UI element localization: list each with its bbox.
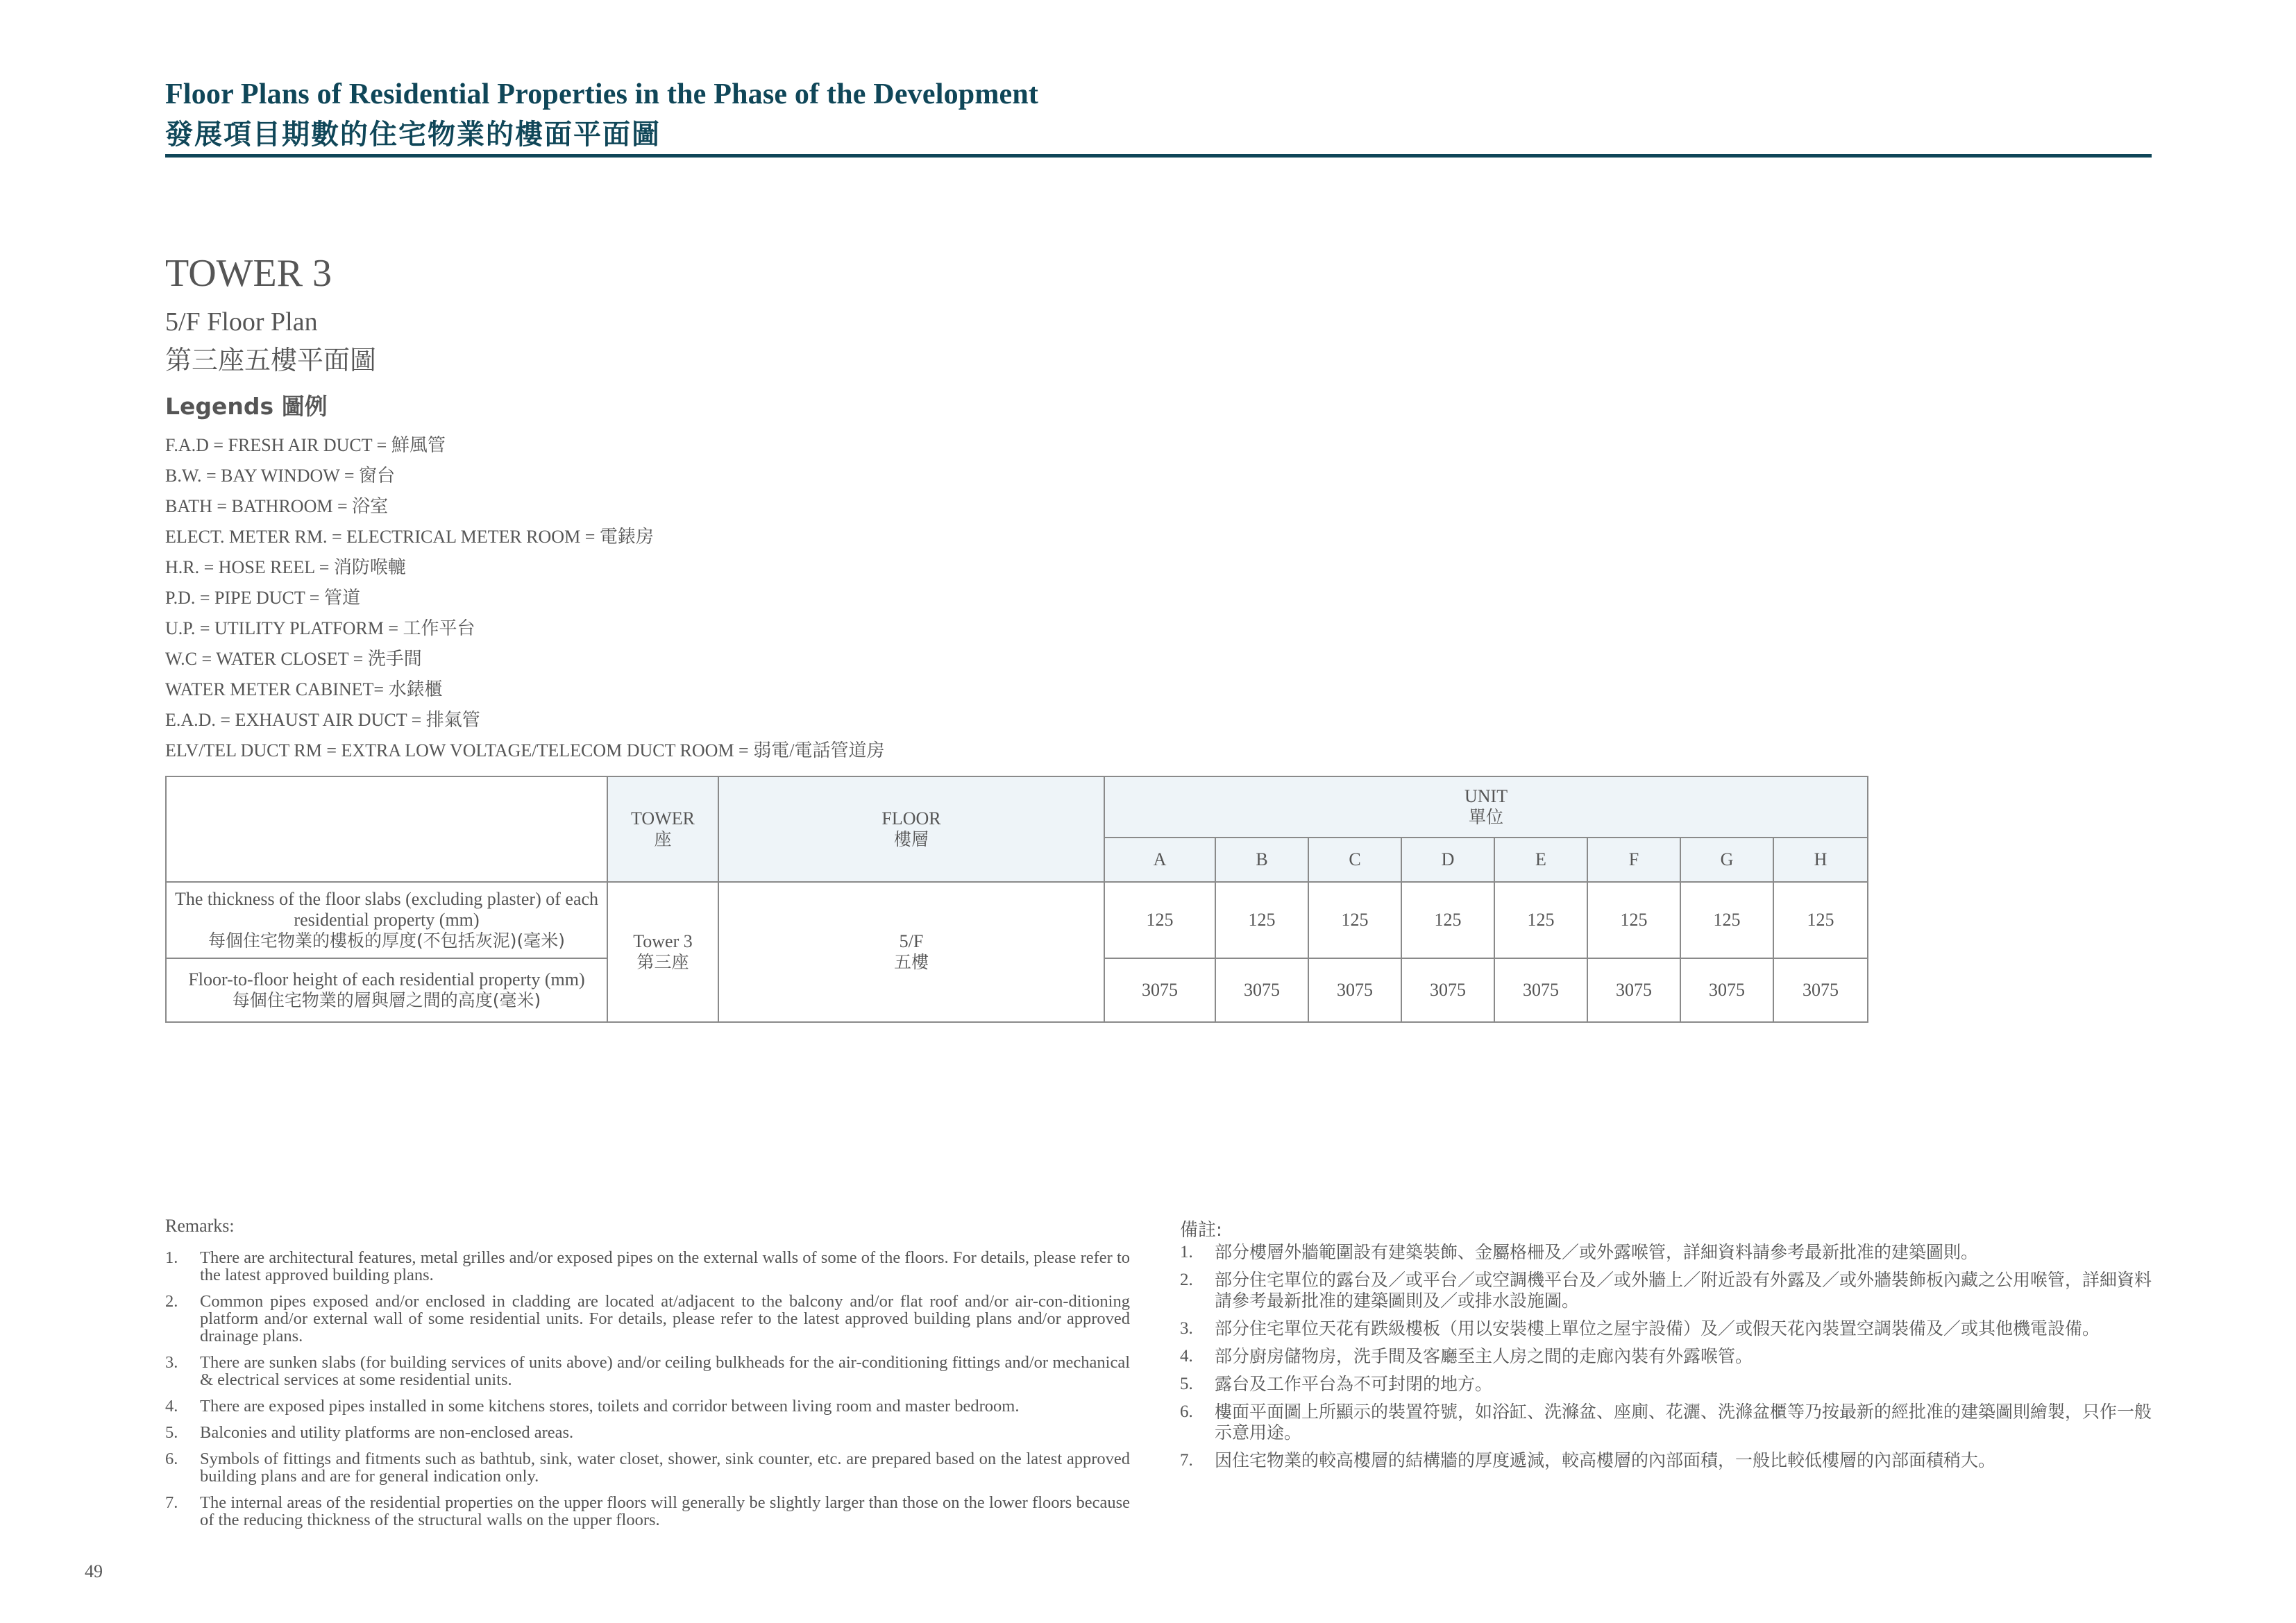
slab-thickness-value: 125 (1587, 882, 1680, 958)
slab-thickness-value: 125 (1215, 882, 1308, 958)
tower-header-cell (607, 776, 718, 882)
floor-height-value: 3075 (1773, 958, 1868, 1022)
header-divider (165, 154, 2152, 158)
floor-height-value: 3075 (1308, 958, 1401, 1022)
remark-text: 部分住宅單位天花有跌級樓板（用以安裝樓上單位之屋宇設備）及／或假天花內裝置空調裝備及／或其他機電設備。 (1215, 1318, 2100, 1339)
remark-number: 6. (1180, 1402, 1193, 1421)
page-number: 49 (85, 1561, 103, 1581)
remark-item (165, 1424, 1130, 1441)
legend-item: W.C = WATER CLOSET = 洗手間 (165, 649, 422, 669)
remarks-title-en: Remarks: (165, 1216, 235, 1236)
floor-height-label-cell (166, 958, 607, 1022)
remarks-list-en (165, 1249, 1130, 1538)
unit-label-cell: D (1401, 838, 1494, 882)
legend-item: B.W. = BAY WINDOW = 窗台 (165, 466, 395, 486)
page-title-en: Floor Plans of Residential Properties in the Phase of the Development (165, 78, 1039, 110)
tower-value-en: Tower 3 (633, 931, 693, 951)
remark-item (165, 1249, 1130, 1284)
legend-item: H.R. = HOSE REEL = 消防喉轆 (165, 557, 406, 577)
remark-item (1180, 1242, 2152, 1263)
remark-text: Balconies and utility platforms are non-enclosed areas. (200, 1423, 574, 1442)
remark-number: 2. (1180, 1271, 1193, 1289)
floor-value-en: 5/F (899, 931, 924, 951)
slab-thickness-label-cell (166, 882, 607, 958)
floor-value-cell (718, 882, 1104, 1022)
slab-thickness-label-zh: 每個住宅物業的樓板的厚度(不包括灰泥)(毫米) (208, 931, 565, 951)
floor-plan-title-zh: 第三座五樓平面圖 (165, 345, 377, 375)
tower-value-zh: 第三座 (636, 952, 689, 972)
remark-item (1180, 1450, 2152, 1471)
floor-height-label-zh: 每個住宅物業的層與層之間的高度(毫米) (232, 990, 541, 1010)
unit-label-cell: F (1587, 838, 1680, 882)
slab-thickness-value: 125 (1401, 882, 1494, 958)
remark-number: 3. (1180, 1319, 1193, 1338)
floor-height-value: 3075 (1215, 958, 1308, 1022)
remark-item (165, 1397, 1130, 1415)
remarks-list-zh (1180, 1242, 2152, 1478)
unit-label-cell: G (1680, 838, 1773, 882)
remark-text: The internal areas of the residential properties on the upper floors will generally be slightly larger than those on the lower floors because of the reducing thickness of the structural walls on the upper floors. (200, 1493, 1130, 1529)
slab-thickness-label-en: The thickness of the floor slabs (excluding plaster) of each residential property (mm) (174, 889, 599, 930)
floor-spec-table (165, 776, 1868, 1023)
legend-item: BATH = BATHROOM = 浴室 (165, 496, 389, 516)
floor-height-value: 3075 (1587, 958, 1680, 1022)
remark-text: There are architectural features, metal grilles and/or exposed pipes on the external walls of some of the floors. For details, please refer to the latest approved building plans. (200, 1248, 1130, 1284)
remark-number: 4. (1180, 1347, 1193, 1366)
page-title-zh: 發展項目期數的住宅物業的樓面平面圖 (165, 119, 661, 151)
remark-text: 樓面平面圖上所顯示的裝置符號，如浴缸、洗滌盆、座廁、花灑、洗滌盆櫃等乃按最新的經批准的建築圖則繪製，只作一般示意用途。 (1215, 1402, 2152, 1443)
floor-height-value: 3075 (1401, 958, 1494, 1022)
unit-label-cell: H (1773, 838, 1868, 882)
legends-heading: Legends 圖例 (165, 393, 328, 420)
unit-header-zh: 單位 (1469, 807, 1504, 827)
legend-item: F.A.D = FRESH AIR DUCT = 鮮風管 (165, 435, 446, 455)
unit-label-cell: E (1494, 838, 1587, 882)
legend-item: ELV/TEL DUCT RM = EXTRA LOW VOLTAGE/TELECOM DUCT ROOM = 弱電/電話管道房 (165, 740, 885, 760)
unit-label-cell: B (1215, 838, 1308, 882)
unit-label-cell: A (1104, 838, 1215, 882)
floor-plan-title-en: 5/F Floor Plan (165, 307, 318, 337)
unit-header-cell (1104, 776, 1868, 838)
slab-thickness-value: 125 (1308, 882, 1401, 958)
remark-item (1180, 1374, 2152, 1395)
floor-header-en: FLOOR (881, 808, 941, 829)
floor-height-value: 3075 (1680, 958, 1773, 1022)
floor-value-zh: 五樓 (893, 952, 929, 972)
table-corner-cell (166, 776, 607, 882)
legend-item: U.P. = UTILITY PLATFORM = 工作平台 (165, 618, 475, 638)
floor-height-label-en: Floor-to-floor height of each residential property (mm) (188, 969, 585, 989)
remark-item (165, 1494, 1130, 1529)
slab-thickness-value: 125 (1680, 882, 1773, 958)
slab-thickness-value: 125 (1494, 882, 1587, 958)
remark-item (165, 1354, 1130, 1388)
tower-heading: TOWER 3 (165, 252, 332, 295)
remark-item (165, 1450, 1130, 1485)
legend-item: P.D. = PIPE DUCT = 管道 (165, 588, 360, 608)
remark-text: 露台及工作平台為不可封閉的地方。 (1215, 1374, 1493, 1394)
remark-number: 5. (165, 1423, 178, 1442)
tower-header-zh: 座 (654, 829, 672, 849)
remark-number: 7. (165, 1493, 178, 1512)
unit-header-en: UNIT (1464, 786, 1508, 806)
remark-text: 因住宅物業的較高樓層的結構牆的厚度遞減，較高樓層的內部面積，一般比較低樓層的內部面積稍大。 (1215, 1450, 1996, 1470)
remark-item (1180, 1346, 2152, 1367)
remark-item (1180, 1402, 2152, 1443)
remark-text: Symbols of fittings and fitments such as bathtub, sink, water closet, shower, sink counter, etc. are prepared based on the latest approved building plans and are for general indication only. (200, 1450, 1130, 1486)
remark-text: Common pipes exposed and/or enclosed in cladding are located at/adjacent to the balcony and/or flat roof and/or air-con-ditioning platform and/or external wall of some residential units. For details, please refer to the latest approved building plans and/or approved drainage plans. (200, 1292, 1130, 1345)
remark-item (1180, 1270, 2152, 1311)
remark-text: 部分樓層外牆範圍設有建築裝飾、金屬格柵及／或外露喉管，詳細資料請參考最新批准的建築圖則。 (1215, 1242, 1979, 1262)
tower-value-cell (607, 882, 718, 1022)
slab-thickness-value: 125 (1773, 882, 1868, 958)
remark-number: 2. (165, 1292, 178, 1311)
remark-number: 7. (1180, 1451, 1193, 1470)
legend-item: WATER METER CABINET= 水錶櫃 (165, 679, 443, 699)
remark-text: There are exposed pipes installed in some kitchens stores, toilets and corridor between living room and master bedroom. (200, 1397, 1020, 1416)
remark-number: 5. (1180, 1375, 1193, 1393)
remark-number: 6. (165, 1450, 178, 1468)
remark-item (1180, 1318, 2152, 1339)
remarks-title-zh: 備註: (1180, 1220, 1222, 1241)
remark-text: 部分住宅單位的露台及／或平台／或空調機平台及／或外牆上／附近設有外露及／或外牆裝飾板內藏之公用喉管，詳細資料請參考最新批准的建築圖則及／或排水設施圖。 (1215, 1270, 2152, 1311)
remark-number: 3. (165, 1353, 178, 1372)
remark-number: 1. (165, 1248, 178, 1267)
floor-height-value: 3075 (1494, 958, 1587, 1022)
floor-height-value: 3075 (1104, 958, 1215, 1022)
remark-text: There are sunken slabs (for building services of units above) and/or ceiling bulkheads for the air-conditioning fittings and/or mechanical & electrical services at some residential units. (200, 1353, 1130, 1389)
legend-item: E.A.D. = EXHAUST AIR DUCT = 排氣管 (165, 710, 480, 730)
floor-header-cell (718, 776, 1104, 882)
remark-number: 1. (1180, 1243, 1193, 1261)
remark-text: 部分廚房儲物房，洗手間及客廳至主人房之間的走廊內裝有外露喉管。 (1215, 1346, 1753, 1366)
remark-item (165, 1293, 1130, 1345)
floor-header-zh: 樓層 (893, 829, 929, 849)
legends-list (165, 430, 884, 766)
unit-label-cell: C (1308, 838, 1401, 882)
tower-header-en: TOWER (631, 808, 695, 829)
legend-item: ELECT. METER RM. = ELECTRICAL METER ROOM = 電錶房 (165, 527, 654, 547)
remark-number: 4. (165, 1397, 178, 1416)
slab-thickness-value: 125 (1104, 882, 1215, 958)
